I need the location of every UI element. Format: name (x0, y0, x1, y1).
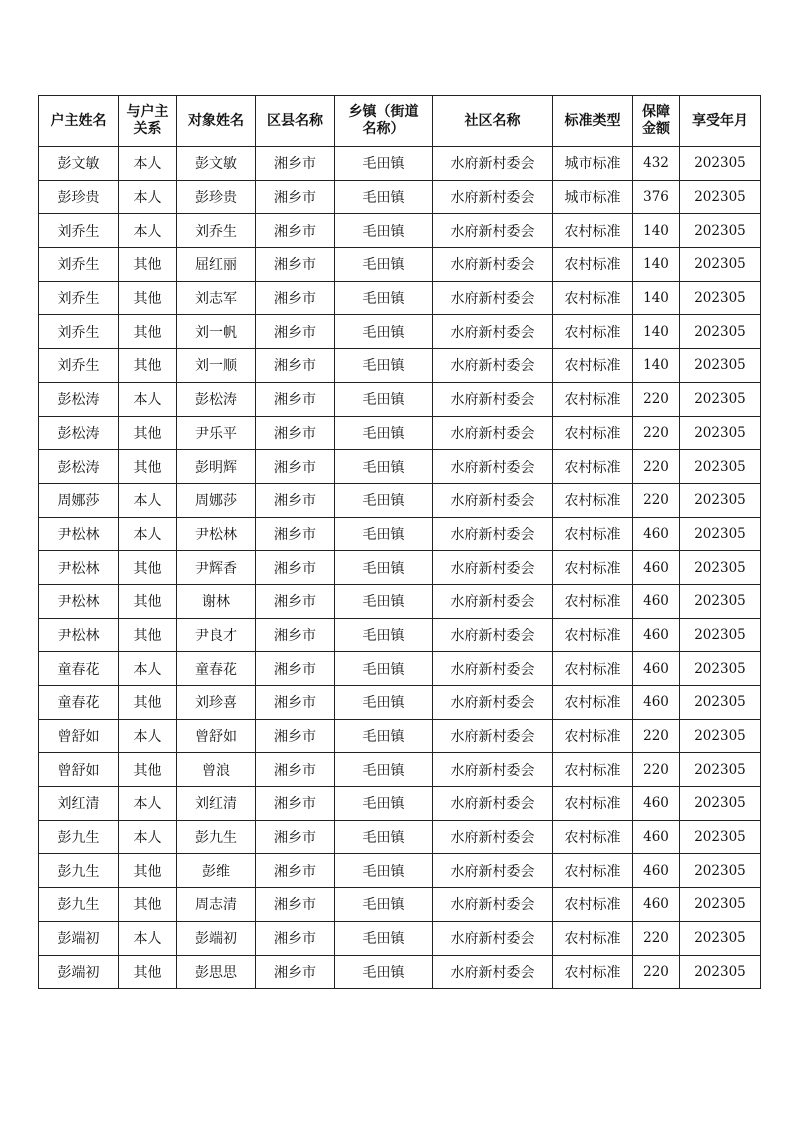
benefit-month-cell: 202305 (680, 248, 761, 282)
county-cell: 湘乡市 (256, 820, 335, 854)
township-cell: 毛田镇 (335, 281, 433, 315)
table-row (39, 416, 761, 450)
recipient-name-cell: 刘一顺 (177, 349, 256, 383)
standard-type-cell: 农村标准 (553, 854, 633, 888)
householder-name-cell: 尹松林 (39, 584, 119, 618)
township-cell: 毛田镇 (335, 214, 433, 248)
standard-type-cell: 农村标准 (553, 450, 633, 484)
amount-cell: 460 (633, 517, 680, 551)
table-row (39, 483, 761, 517)
householder-name-cell: 彭九生 (39, 888, 119, 922)
recipient-name-cell: 屈红丽 (177, 248, 256, 282)
community-cell: 水府新村委会 (433, 180, 553, 214)
community-cell: 水府新村委会 (433, 618, 553, 652)
table-row (39, 955, 761, 989)
relation-cell: 其他 (119, 888, 177, 922)
benefit-month-cell: 202305 (680, 281, 761, 315)
standard-type-cell: 农村标准 (553, 315, 633, 349)
county-cell: 湘乡市 (256, 551, 335, 585)
standard-type-cell: 农村标准 (553, 686, 633, 720)
recipient-name-cell: 彭维 (177, 854, 256, 888)
benefit-month-cell: 202305 (680, 147, 761, 181)
recipient-name-cell: 刘乔生 (177, 214, 256, 248)
standard-type-cell: 农村标准 (553, 955, 633, 989)
recipient-name-cell: 刘珍喜 (177, 686, 256, 720)
relation-cell: 本人 (119, 517, 177, 551)
householder-name-cell: 彭松涛 (39, 416, 119, 450)
township-cell: 毛田镇 (335, 551, 433, 585)
recipient-name-cell: 周娜莎 (177, 483, 256, 517)
recipient-name-cell: 彭松涛 (177, 382, 256, 416)
standard-type-cell: 农村标准 (553, 551, 633, 585)
standard-type-cell: 农村标准 (553, 753, 633, 787)
county-cell: 湘乡市 (256, 787, 335, 821)
benefit-month-cell: 202305 (680, 854, 761, 888)
benefit-month-cell: 202305 (680, 382, 761, 416)
benefit-month-cell: 202305 (680, 180, 761, 214)
township-cell: 毛田镇 (335, 315, 433, 349)
benefit-month-cell: 202305 (680, 315, 761, 349)
benefit-month-cell: 202305 (680, 820, 761, 854)
community-cell: 水府新村委会 (433, 382, 553, 416)
county-cell: 湘乡市 (256, 248, 335, 282)
amount-cell: 460 (633, 686, 680, 720)
county-cell: 湘乡市 (256, 416, 335, 450)
table-row (39, 584, 761, 618)
householder-name-cell: 童春花 (39, 652, 119, 686)
community-cell: 水府新村委会 (433, 787, 553, 821)
county-cell: 湘乡市 (256, 483, 335, 517)
benefit-month-cell: 202305 (680, 214, 761, 248)
col-header-householder-name: 户主姓名 (39, 96, 119, 147)
county-cell: 湘乡市 (256, 719, 335, 753)
amount-cell: 220 (633, 450, 680, 484)
benefit-month-cell: 202305 (680, 787, 761, 821)
table-row (39, 820, 761, 854)
householder-name-cell: 刘乔生 (39, 214, 119, 248)
benefit-month-cell: 202305 (680, 517, 761, 551)
standard-type-cell: 农村标准 (553, 787, 633, 821)
householder-name-cell: 童春花 (39, 686, 119, 720)
recipient-name-cell: 刘一帆 (177, 315, 256, 349)
township-cell: 毛田镇 (335, 719, 433, 753)
relation-cell: 其他 (119, 854, 177, 888)
county-cell: 湘乡市 (256, 921, 335, 955)
community-cell: 水府新村委会 (433, 517, 553, 551)
county-cell: 湘乡市 (256, 854, 335, 888)
amount-cell: 460 (633, 551, 680, 585)
township-cell: 毛田镇 (335, 820, 433, 854)
standard-type-cell: 农村标准 (553, 584, 633, 618)
community-cell: 水府新村委会 (433, 349, 553, 383)
recipient-name-cell: 彭珍贵 (177, 180, 256, 214)
table-row (39, 787, 761, 821)
table-row (39, 180, 761, 214)
township-cell: 毛田镇 (335, 382, 433, 416)
amount-cell: 140 (633, 315, 680, 349)
amount-cell: 220 (633, 921, 680, 955)
col-header-amount: 保障 金额 (633, 96, 680, 147)
amount-cell: 220 (633, 416, 680, 450)
recipient-name-cell: 彭思思 (177, 955, 256, 989)
relation-cell: 本人 (119, 820, 177, 854)
householder-name-cell: 彭端初 (39, 921, 119, 955)
township-cell: 毛田镇 (335, 955, 433, 989)
standard-type-cell: 农村标准 (553, 281, 633, 315)
amount-cell: 432 (633, 147, 680, 181)
county-cell: 湘乡市 (256, 281, 335, 315)
relation-cell: 本人 (119, 483, 177, 517)
amount-cell: 460 (633, 652, 680, 686)
township-cell: 毛田镇 (335, 483, 433, 517)
amount-cell: 460 (633, 584, 680, 618)
township-cell: 毛田镇 (335, 753, 433, 787)
amount-cell: 460 (633, 787, 680, 821)
standard-type-cell: 农村标准 (553, 719, 633, 753)
amount-cell: 140 (633, 349, 680, 383)
benefit-month-cell: 202305 (680, 584, 761, 618)
householder-name-cell: 曾舒如 (39, 753, 119, 787)
recipient-name-cell: 彭九生 (177, 820, 256, 854)
table-row (39, 753, 761, 787)
township-cell: 毛田镇 (335, 349, 433, 383)
relation-cell: 本人 (119, 719, 177, 753)
relation-cell: 其他 (119, 551, 177, 585)
relation-cell: 本人 (119, 921, 177, 955)
community-cell: 水府新村委会 (433, 416, 553, 450)
amount-cell: 460 (633, 854, 680, 888)
community-cell: 水府新村委会 (433, 551, 553, 585)
county-cell: 湘乡市 (256, 180, 335, 214)
relation-cell: 其他 (119, 349, 177, 383)
township-cell: 毛田镇 (335, 517, 433, 551)
householder-name-cell: 彭九生 (39, 820, 119, 854)
county-cell: 湘乡市 (256, 382, 335, 416)
table-row (39, 517, 761, 551)
householder-name-cell: 彭文敏 (39, 147, 119, 181)
householder-name-cell: 刘乔生 (39, 248, 119, 282)
householder-name-cell: 彭九生 (39, 854, 119, 888)
standard-type-cell: 城市标准 (553, 180, 633, 214)
amount-cell: 220 (633, 382, 680, 416)
amount-cell: 220 (633, 753, 680, 787)
benefit-month-cell: 202305 (680, 652, 761, 686)
standard-type-cell: 农村标准 (553, 248, 633, 282)
recipient-name-cell: 刘志军 (177, 281, 256, 315)
table-row (39, 349, 761, 383)
standard-type-cell: 城市标准 (553, 147, 633, 181)
recipient-name-cell: 曾舒如 (177, 719, 256, 753)
table-row (39, 854, 761, 888)
township-cell: 毛田镇 (335, 450, 433, 484)
householder-name-cell: 彭端初 (39, 955, 119, 989)
community-cell: 水府新村委会 (433, 652, 553, 686)
community-cell: 水府新村委会 (433, 854, 553, 888)
amount-cell: 220 (633, 719, 680, 753)
amount-cell: 460 (633, 888, 680, 922)
benefit-month-cell: 202305 (680, 416, 761, 450)
benefit-month-cell: 202305 (680, 618, 761, 652)
relation-cell: 其他 (119, 584, 177, 618)
relation-cell: 本人 (119, 652, 177, 686)
table-row (39, 921, 761, 955)
householder-name-cell: 彭松涛 (39, 450, 119, 484)
township-cell: 毛田镇 (335, 888, 433, 922)
standard-type-cell: 农村标准 (553, 416, 633, 450)
county-cell: 湘乡市 (256, 686, 335, 720)
standard-type-cell: 农村标准 (553, 214, 633, 248)
recipient-name-cell: 尹良才 (177, 618, 256, 652)
standard-type-cell: 农村标准 (553, 820, 633, 854)
relation-cell: 其他 (119, 315, 177, 349)
standard-type-cell: 农村标准 (553, 921, 633, 955)
relation-cell: 其他 (119, 618, 177, 652)
benefit-month-cell: 202305 (680, 921, 761, 955)
col-header-standard-type: 标准类型 (553, 96, 633, 147)
community-cell: 水府新村委会 (433, 753, 553, 787)
township-cell: 毛田镇 (335, 921, 433, 955)
householder-name-cell: 彭松涛 (39, 382, 119, 416)
community-cell: 水府新村委会 (433, 820, 553, 854)
recipient-name-cell: 尹辉香 (177, 551, 256, 585)
standard-type-cell: 农村标准 (553, 382, 633, 416)
community-cell: 水府新村委会 (433, 686, 553, 720)
col-header-county: 区县名称 (256, 96, 335, 147)
county-cell: 湘乡市 (256, 214, 335, 248)
township-cell: 毛田镇 (335, 248, 433, 282)
community-cell: 水府新村委会 (433, 315, 553, 349)
recipient-name-cell: 彭文敏 (177, 147, 256, 181)
assistance-roster-table (38, 95, 761, 989)
county-cell: 湘乡市 (256, 147, 335, 181)
standard-type-cell: 农村标准 (553, 652, 633, 686)
table-row (39, 147, 761, 181)
recipient-name-cell: 彭明辉 (177, 450, 256, 484)
county-cell: 湘乡市 (256, 652, 335, 686)
relation-cell: 本人 (119, 787, 177, 821)
recipient-name-cell: 彭端初 (177, 921, 256, 955)
township-cell: 毛田镇 (335, 787, 433, 821)
township-cell: 毛田镇 (335, 686, 433, 720)
county-cell: 湘乡市 (256, 955, 335, 989)
community-cell: 水府新村委会 (433, 955, 553, 989)
householder-name-cell: 彭珍贵 (39, 180, 119, 214)
benefit-month-cell: 202305 (680, 888, 761, 922)
table-row (39, 618, 761, 652)
benefit-month-cell: 202305 (680, 686, 761, 720)
table-row (39, 214, 761, 248)
benefit-month-cell: 202305 (680, 551, 761, 585)
amount-cell: 220 (633, 483, 680, 517)
community-cell: 水府新村委会 (433, 450, 553, 484)
recipient-name-cell: 尹乐平 (177, 416, 256, 450)
relation-cell: 其他 (119, 450, 177, 484)
col-header-community: 社区名称 (433, 96, 553, 147)
benefit-month-cell: 202305 (680, 955, 761, 989)
relation-cell: 本人 (119, 180, 177, 214)
table-row (39, 551, 761, 585)
relation-cell: 其他 (119, 686, 177, 720)
amount-cell: 140 (633, 248, 680, 282)
recipient-name-cell: 童春花 (177, 652, 256, 686)
county-cell: 湘乡市 (256, 517, 335, 551)
table-row (39, 382, 761, 416)
township-cell: 毛田镇 (335, 652, 433, 686)
col-header-township: 乡镇（街道 名称） (335, 96, 433, 147)
community-cell: 水府新村委会 (433, 214, 553, 248)
relation-cell: 本人 (119, 382, 177, 416)
benefit-month-cell: 202305 (680, 719, 761, 753)
community-cell: 水府新村委会 (433, 921, 553, 955)
recipient-name-cell: 谢林 (177, 584, 256, 618)
county-cell: 湘乡市 (256, 753, 335, 787)
relation-cell: 其他 (119, 416, 177, 450)
householder-name-cell: 刘乔生 (39, 349, 119, 383)
relation-cell: 其他 (119, 753, 177, 787)
householder-name-cell: 刘乔生 (39, 281, 119, 315)
benefit-month-cell: 202305 (680, 349, 761, 383)
community-cell: 水府新村委会 (433, 888, 553, 922)
householder-name-cell: 刘乔生 (39, 315, 119, 349)
township-cell: 毛田镇 (335, 584, 433, 618)
county-cell: 湘乡市 (256, 584, 335, 618)
householder-name-cell: 刘红清 (39, 787, 119, 821)
table-row (39, 686, 761, 720)
table-row (39, 450, 761, 484)
table-body (39, 147, 761, 989)
benefit-month-cell: 202305 (680, 450, 761, 484)
recipient-name-cell: 刘红清 (177, 787, 256, 821)
table-row (39, 888, 761, 922)
table-row (39, 315, 761, 349)
benefit-month-cell: 202305 (680, 753, 761, 787)
standard-type-cell: 农村标准 (553, 517, 633, 551)
standard-type-cell: 农村标准 (553, 888, 633, 922)
amount-cell: 140 (633, 281, 680, 315)
county-cell: 湘乡市 (256, 349, 335, 383)
community-cell: 水府新村委会 (433, 248, 553, 282)
relation-cell: 本人 (119, 147, 177, 181)
amount-cell: 460 (633, 618, 680, 652)
township-cell: 毛田镇 (335, 180, 433, 214)
township-cell: 毛田镇 (335, 618, 433, 652)
recipient-name-cell: 曾浪 (177, 753, 256, 787)
col-header-recipient-name: 对象姓名 (177, 96, 256, 147)
benefit-month-cell: 202305 (680, 483, 761, 517)
relation-cell: 其他 (119, 248, 177, 282)
amount-cell: 220 (633, 955, 680, 989)
table-row (39, 652, 761, 686)
recipient-name-cell: 尹松林 (177, 517, 256, 551)
county-cell: 湘乡市 (256, 618, 335, 652)
county-cell: 湘乡市 (256, 315, 335, 349)
township-cell: 毛田镇 (335, 147, 433, 181)
standard-type-cell: 农村标准 (553, 483, 633, 517)
relation-cell: 本人 (119, 214, 177, 248)
header-row (39, 96, 761, 147)
householder-name-cell: 尹松林 (39, 618, 119, 652)
amount-cell: 376 (633, 180, 680, 214)
table-row (39, 719, 761, 753)
county-cell: 湘乡市 (256, 450, 335, 484)
amount-cell: 460 (633, 820, 680, 854)
standard-type-cell: 农村标准 (553, 618, 633, 652)
householder-name-cell: 尹松林 (39, 517, 119, 551)
standard-type-cell: 农村标准 (553, 349, 633, 383)
community-cell: 水府新村委会 (433, 483, 553, 517)
col-header-benefit-month: 享受年月 (680, 96, 761, 147)
table-row (39, 281, 761, 315)
recipient-name-cell: 周志清 (177, 888, 256, 922)
county-cell: 湘乡市 (256, 888, 335, 922)
community-cell: 水府新村委会 (433, 719, 553, 753)
township-cell: 毛田镇 (335, 416, 433, 450)
community-cell: 水府新村委会 (433, 584, 553, 618)
householder-name-cell: 曾舒如 (39, 719, 119, 753)
col-header-relation: 与户主 关系 (119, 96, 177, 147)
relation-cell: 其他 (119, 955, 177, 989)
township-cell: 毛田镇 (335, 854, 433, 888)
community-cell: 水府新村委会 (433, 281, 553, 315)
community-cell: 水府新村委会 (433, 147, 553, 181)
relation-cell: 其他 (119, 281, 177, 315)
householder-name-cell: 尹松林 (39, 551, 119, 585)
amount-cell: 140 (633, 214, 680, 248)
table-row (39, 248, 761, 282)
householder-name-cell: 周娜莎 (39, 483, 119, 517)
